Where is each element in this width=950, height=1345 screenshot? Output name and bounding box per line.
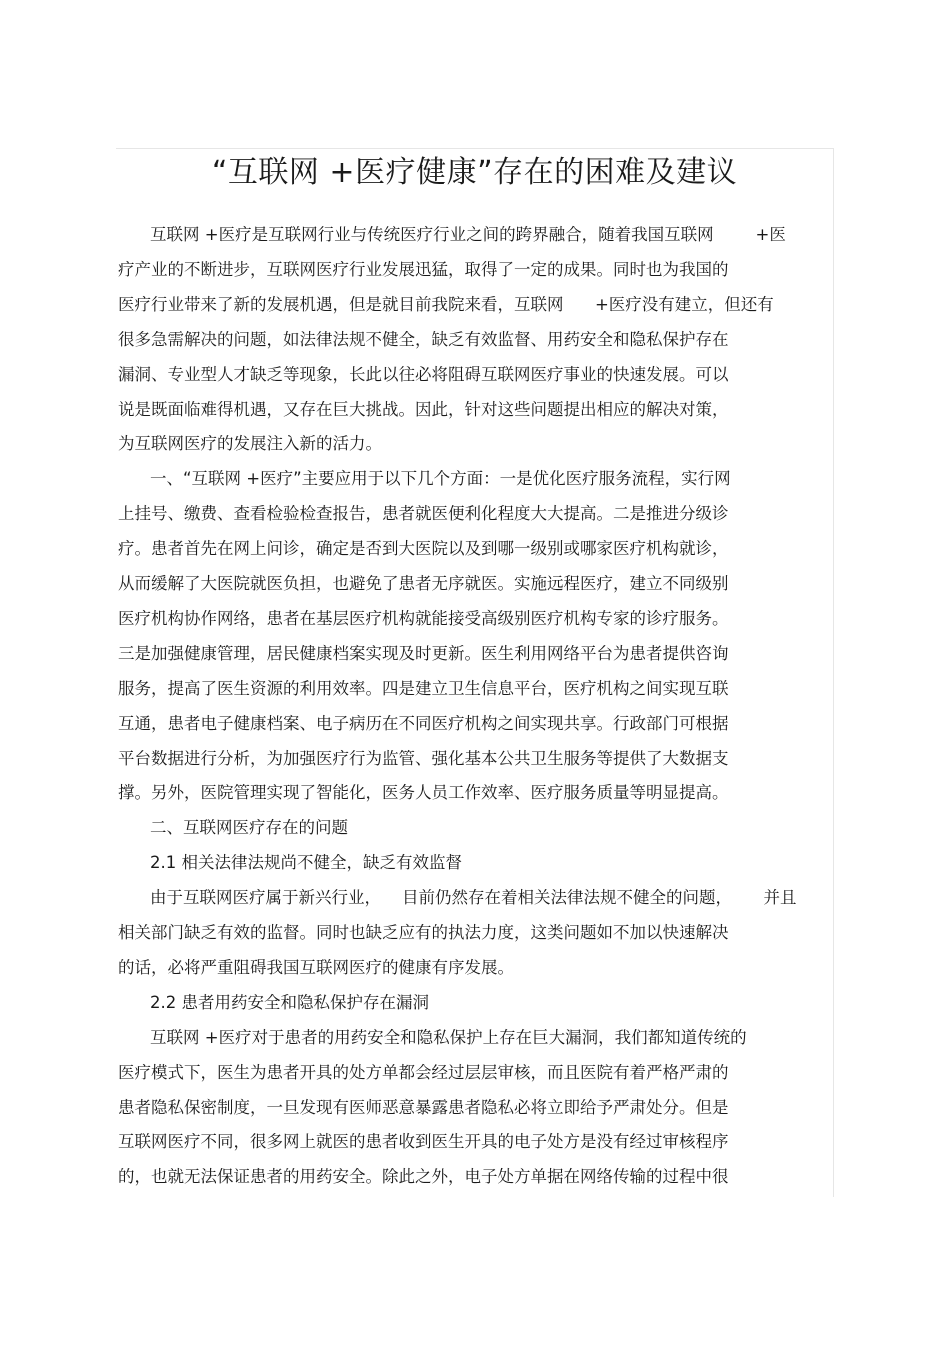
body-line: 一、“互联网 +医疗”主要应用于以下几个方面：一是优化医疗服务流程，实行网 xyxy=(150,469,731,489)
body-line: 相关部门缺乏有效的监督。同时也缺乏应有的执法力度，这类问题如不加以快速解决 xyxy=(118,923,729,942)
body-line: 互联网 +医疗对于患者的用药安全和隐私保护上存在巨大漏洞，我们都知道传统的 xyxy=(150,1027,747,1047)
body-line: 互通，患者电子健康档案、电子病历在不同医疗机构之间实现共享。行政部门可根据 xyxy=(118,713,729,733)
body-line: 漏洞、专业型人才缺乏等现象，长此以往必将阻碍互联网医疗事业的快速发展。可以 xyxy=(118,364,729,384)
body-line: 患者隐私保密制度，一旦发现有医师恶意暴露患者隐私必将立即给予严肃处分。但是 xyxy=(118,1097,729,1117)
body-line: 从而缓解了大医院就医负担，也避免了患者无序就医。实施远程医疗，建立不同级别 xyxy=(118,574,729,593)
body-line: 服务，提高了医生资源的利用效率。四是建立卫生信息平台，医疗机构之间实现互联 xyxy=(118,678,729,698)
body-line: 2.1 相关法律法规尚不健全，缺乏有效监督 xyxy=(150,853,462,873)
body-line: 2.2 患者用药安全和隐私保护存在漏洞 xyxy=(150,992,429,1012)
body-line: 医疗机构协作网络，患者在基层医疗机构就能接受高级别医疗机构专家的诊疗服务。 xyxy=(118,608,729,628)
body-line: 互联网 +医疗是互联网行业与传统医疗行业之间的跨界融合，随着我国互联网 +医 xyxy=(150,225,786,244)
body-line: 为互联网医疗的发展注入新的活力。 xyxy=(118,434,382,454)
body-line: 疗。患者首先在网上问诊，确定是否到大医院以及到哪一级别或哪家医疗机构就诊， xyxy=(118,539,729,559)
body-line: 医疗行业带来了新的发展机遇，但是就目前我院来看，互联网 +医疗没有建立，但还有 xyxy=(118,294,774,314)
body-line: 撑。另外，医院管理实现了智能化，医务人员工作效率、医疗服务质量等明显提高。 xyxy=(118,783,729,803)
document-title: “互联网 +医疗健康”存在的困难及建议 xyxy=(211,155,738,190)
body-line: 由于互联网医疗属于新兴行业， 目前仍然存在着相关法律法规不健全的问题， 并且 xyxy=(150,888,797,908)
body-line: 医疗模式下，医生为患者开具的处方单都会经过层层审核，而且医院有着严格严肃的 xyxy=(118,1062,729,1082)
body-line: 很多急需解决的问题，如法律法规不健全，缺乏有效监督、用药安全和隐私保护存在 xyxy=(118,329,729,349)
body-line: 的，也就无法保证患者的用药安全。除此之外，电子处方单据在网络传输的过程中很 xyxy=(118,1167,729,1187)
body-line: 二、互联网医疗存在的问题 xyxy=(150,818,348,838)
body-line: 上挂号、缴费、查看检验检查报告，患者就医便利化程度大大提高。二是推进分级诊 xyxy=(118,504,729,524)
body-line: 三是加强健康管理，居民健康档案实现及时更新。医生利用网络平台为患者提供咨询 xyxy=(118,643,729,663)
body-line: 互联网医疗不同，很多网上就医的患者收到医生开具的电子处方是没有经过审核程序 xyxy=(118,1132,729,1152)
body-line: 平台数据进行分析，为加强医疗行为监管、强化基本公共卫生服务等提供了大数据支 xyxy=(118,748,729,768)
body-line: 的话，必将严重阻碍我国互联网医疗的健康有序发展。 xyxy=(118,957,514,977)
body-line: 说是既面临难得机遇，又存在巨大挑战。因此，针对这些问题提出相应的解决对策， xyxy=(118,399,729,419)
body-line: 疗产业的不断进步，互联网医疗行业发展迅猛，取得了一定的成果。同时也为我国的 xyxy=(118,259,729,279)
